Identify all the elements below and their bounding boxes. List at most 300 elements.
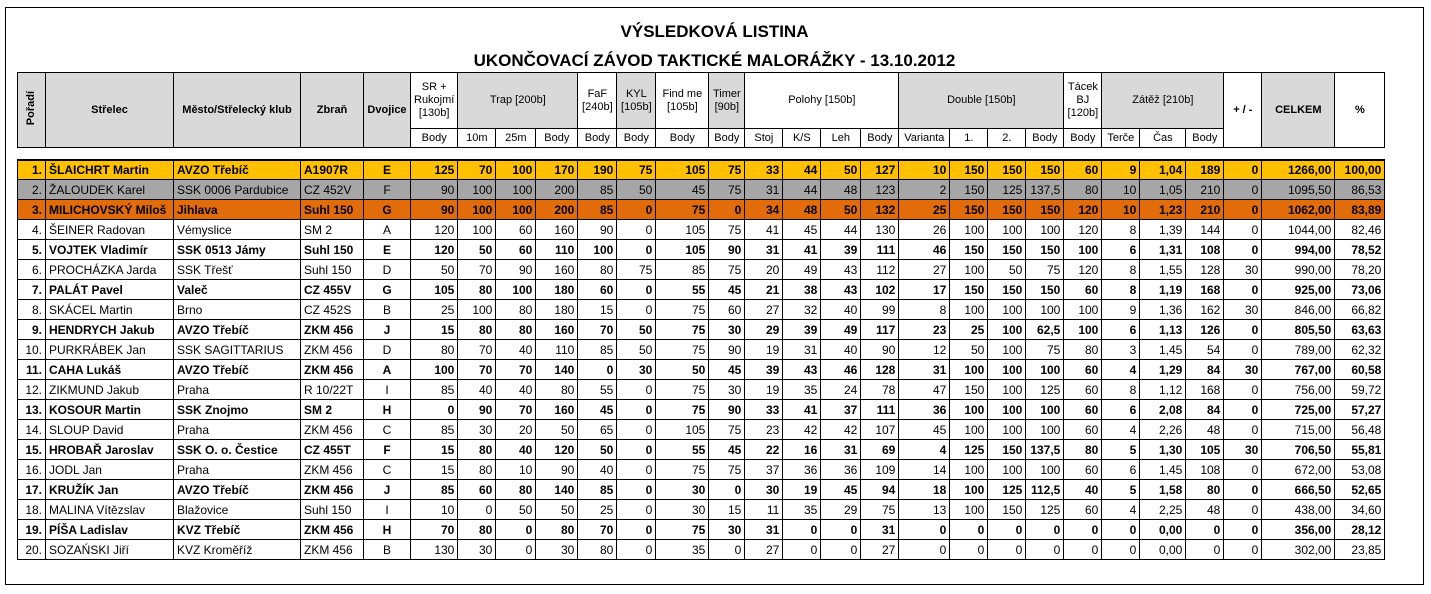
score-cell: 150	[950, 180, 988, 200]
score-cell: 19	[745, 340, 783, 360]
table-row	[18, 200, 1385, 220]
score-cell: 39	[821, 240, 861, 260]
score-cell: 160	[536, 260, 578, 280]
score-cell: 0	[1224, 160, 1262, 180]
score-cell: 6	[1102, 240, 1140, 260]
score-cell: 66,82	[1335, 300, 1385, 320]
score-cell: 70	[411, 520, 458, 540]
score-cell: 80	[411, 340, 458, 360]
score-cell: 75	[1026, 260, 1064, 280]
score-cell: 150	[950, 240, 988, 260]
score-cell: 0	[1064, 520, 1102, 540]
score-cell: 21	[745, 280, 783, 300]
club-cell: AVZO Třebíč	[174, 480, 301, 500]
score-cell: 4	[1102, 420, 1140, 440]
score-cell: 105	[656, 240, 709, 260]
score-cell: 70	[578, 320, 617, 340]
score-cell: 1,05	[1140, 180, 1186, 200]
score-cell: 75	[709, 260, 745, 280]
score-cell: 8	[1102, 220, 1140, 240]
score-cell: 41	[783, 400, 821, 420]
score-cell: 1266,00	[1262, 160, 1335, 180]
score-cell: 43	[821, 280, 861, 300]
score-cell: 41	[783, 240, 821, 260]
score-cell: 31	[745, 180, 783, 200]
score-cell: 63,63	[1335, 320, 1385, 340]
score-cell: 19	[745, 380, 783, 400]
shooter-name-cell: ŠLAICHRT Martin	[46, 160, 174, 180]
score-cell: 5	[1102, 440, 1140, 460]
score-cell: 100	[1064, 320, 1102, 340]
score-cell: 1,55	[1140, 260, 1186, 280]
shooter-name-cell: HENDRYCH Jakub	[46, 320, 174, 340]
score-cell: 100	[988, 360, 1026, 380]
col-polohy: Polohy [150b]	[745, 73, 899, 129]
score-cell: 100	[578, 240, 617, 260]
score-cell: 30	[458, 540, 496, 560]
shooter-name-cell: KOSOUR Martin	[46, 400, 174, 420]
score-cell: 50	[458, 240, 496, 260]
score-cell: 190	[578, 160, 617, 180]
score-cell: 100	[458, 300, 496, 320]
score-cell: 25	[899, 200, 950, 220]
rank-cell: 17.	[18, 480, 46, 500]
score-cell: 4	[1102, 360, 1140, 380]
score-cell: 137,5	[1026, 440, 1064, 460]
score-cell: 48	[783, 200, 821, 220]
score-cell: 100	[950, 220, 988, 240]
score-cell: 75	[656, 300, 709, 320]
pair-cell: C	[364, 460, 411, 480]
shooter-name-cell: SLOUP David	[46, 420, 174, 440]
score-cell: 70	[458, 260, 496, 280]
score-cell: 767,00	[1262, 360, 1335, 380]
score-cell: 80	[1064, 180, 1102, 200]
score-cell: 85	[411, 380, 458, 400]
rank-cell: 15.	[18, 440, 46, 460]
score-cell: 48	[1186, 420, 1224, 440]
score-cell: 123	[861, 180, 899, 200]
score-cell: 85	[656, 260, 709, 280]
col-trap: Trap [200b]	[458, 73, 578, 129]
score-cell: 210	[1186, 200, 1224, 220]
score-cell: 130	[411, 540, 458, 560]
score-cell: 105	[656, 160, 709, 180]
table-row	[18, 540, 1385, 560]
score-cell: 150	[1026, 280, 1064, 300]
rank-cell: 12.	[18, 380, 46, 400]
score-cell: 75	[1026, 340, 1064, 360]
shooter-name-cell: PALÁT Pavel	[46, 280, 174, 300]
score-cell: 10	[411, 500, 458, 520]
score-cell: 75	[656, 200, 709, 220]
score-cell: 1,45	[1140, 460, 1186, 480]
pair-cell: H	[364, 520, 411, 540]
score-cell: 125	[950, 440, 988, 460]
score-cell: 100	[988, 320, 1026, 340]
score-cell: 86,53	[1335, 180, 1385, 200]
score-cell: 75	[656, 340, 709, 360]
score-cell: 715,00	[1262, 420, 1335, 440]
score-cell: 666,50	[1262, 480, 1335, 500]
score-cell: 0	[1224, 340, 1262, 360]
subheader-cell: Body	[709, 129, 745, 148]
shooter-name-cell: SKÁCEL Martin	[46, 300, 174, 320]
score-cell: 59,72	[1335, 380, 1385, 400]
score-cell: 990,00	[1262, 260, 1335, 280]
score-cell: 200	[536, 180, 578, 200]
score-cell: 90	[458, 400, 496, 420]
pair-cell: B	[364, 300, 411, 320]
club-cell: AVZO Třebíč	[174, 320, 301, 340]
score-cell: 0	[617, 500, 656, 520]
shooter-name-cell: MALINA Vítězslav	[46, 500, 174, 520]
score-cell: 150	[950, 280, 988, 300]
score-cell: 31	[821, 440, 861, 460]
score-cell: 50	[536, 500, 578, 520]
score-cell: 35	[656, 540, 709, 560]
score-cell: 84	[1186, 400, 1224, 420]
score-cell: 109	[861, 460, 899, 480]
score-cell: 0	[821, 540, 861, 560]
score-cell: 725,00	[1262, 400, 1335, 420]
rank-cell: 16.	[18, 460, 46, 480]
score-cell: 0	[617, 420, 656, 440]
score-cell: 356,00	[1262, 520, 1335, 540]
score-cell: 99	[861, 300, 899, 320]
score-cell: 80	[458, 440, 496, 460]
club-cell: Blažovice	[174, 500, 301, 520]
score-cell: 30	[536, 540, 578, 560]
score-cell: 40	[821, 340, 861, 360]
col-findme: Find me [105b]	[656, 73, 709, 129]
club-cell: AVZO Třebíč	[174, 160, 301, 180]
score-cell: 100	[458, 220, 496, 240]
score-cell: 84	[1186, 360, 1224, 380]
table-row	[18, 260, 1385, 280]
table-row	[18, 180, 1385, 200]
score-cell: 0	[709, 540, 745, 560]
score-cell: 0	[617, 240, 656, 260]
score-cell: 100	[988, 420, 1026, 440]
score-cell: 120	[411, 220, 458, 240]
subheader-cell: Body	[1064, 129, 1102, 148]
score-cell: 14	[899, 460, 950, 480]
score-cell: 0	[899, 540, 950, 560]
score-cell: 100	[988, 220, 1026, 240]
score-cell: 80	[578, 540, 617, 560]
score-cell: 168	[1186, 280, 1224, 300]
score-cell: 110	[536, 240, 578, 260]
score-cell: 125	[988, 480, 1026, 500]
score-cell: 90	[536, 460, 578, 480]
score-cell: 50	[578, 440, 617, 460]
score-cell: 20	[496, 420, 536, 440]
score-cell: 1095,50	[1262, 180, 1335, 200]
score-cell: 111	[861, 240, 899, 260]
score-cell: 805,50	[1262, 320, 1335, 340]
col-sr: SR + Rukojmí [130b]	[411, 73, 458, 129]
score-cell: 27	[745, 540, 783, 560]
table-row	[18, 520, 1385, 540]
score-cell: 15	[578, 300, 617, 320]
score-cell: 80	[1064, 340, 1102, 360]
subheader-cell: 2.	[988, 129, 1026, 148]
score-cell: 100	[1026, 300, 1064, 320]
score-cell: 100	[458, 180, 496, 200]
score-cell: 0	[709, 200, 745, 220]
col-tacek: Tácek BJ [120b]	[1064, 73, 1102, 129]
score-cell: 137,5	[1026, 180, 1064, 200]
score-cell: 75	[656, 520, 709, 540]
score-cell: 70	[496, 400, 536, 420]
score-cell: 130	[861, 220, 899, 240]
score-cell: 30	[1224, 360, 1262, 380]
col-kyl: KYL [105b]	[617, 73, 656, 129]
pair-cell: A	[364, 360, 411, 380]
score-cell: 31	[745, 240, 783, 260]
score-cell: 12	[899, 340, 950, 360]
score-cell: 0	[1224, 380, 1262, 400]
score-cell: 60	[1064, 380, 1102, 400]
subheader-cell: Body	[1186, 129, 1224, 148]
score-cell: 0	[783, 520, 821, 540]
rank-cell: 9.	[18, 320, 46, 340]
score-cell: 120	[1064, 220, 1102, 240]
score-cell: 26	[899, 220, 950, 240]
table-row	[18, 360, 1385, 380]
score-cell: 55	[578, 380, 617, 400]
score-cell: 30	[709, 520, 745, 540]
score-cell: 37	[745, 460, 783, 480]
club-cell: SSK 0006 Pardubice	[174, 180, 301, 200]
score-cell: 53,08	[1335, 460, 1385, 480]
score-cell: 10	[1102, 200, 1140, 220]
score-cell: 60	[458, 480, 496, 500]
score-cell: 90	[496, 260, 536, 280]
score-cell: 78,52	[1335, 240, 1385, 260]
pair-cell: B	[364, 540, 411, 560]
score-cell: 36	[821, 460, 861, 480]
score-cell: 0	[617, 520, 656, 540]
score-cell: 80	[1186, 480, 1224, 500]
shooter-name-cell: ŽALOUDEK Karel	[46, 180, 174, 200]
score-cell: 140	[536, 480, 578, 500]
score-cell: 60	[496, 220, 536, 240]
score-cell: 128	[1186, 260, 1224, 280]
score-cell: 2,25	[1140, 500, 1186, 520]
score-cell: 0	[496, 520, 536, 540]
score-cell: 50	[536, 420, 578, 440]
table-row	[18, 240, 1385, 260]
score-cell: 55	[656, 280, 709, 300]
score-cell: 10	[1102, 180, 1140, 200]
score-cell: 0	[1224, 220, 1262, 240]
score-cell: 117	[861, 320, 899, 340]
score-cell: 120	[411, 240, 458, 260]
score-cell: 75	[617, 260, 656, 280]
score-cell: 35	[783, 500, 821, 520]
score-cell: 20	[745, 260, 783, 280]
subheader-cell: Body	[1026, 129, 1064, 148]
score-cell: 160	[536, 320, 578, 340]
subheader-cell: Leh	[821, 129, 861, 148]
score-cell: 13	[899, 500, 950, 520]
score-cell: 90	[578, 220, 617, 240]
score-cell: 50	[821, 200, 861, 220]
score-cell: 0	[1224, 480, 1262, 500]
score-cell: 60	[1064, 500, 1102, 520]
score-cell: 1,23	[1140, 200, 1186, 220]
club-cell: Valeč	[174, 280, 301, 300]
weapon-cell: ZKM 456	[301, 360, 364, 380]
score-cell: 50	[617, 180, 656, 200]
table-row	[18, 440, 1385, 460]
score-cell: 302,00	[1262, 540, 1335, 560]
score-cell: 70	[458, 360, 496, 380]
score-cell: 0	[1102, 520, 1140, 540]
table-row	[18, 160, 1385, 180]
table-row	[18, 420, 1385, 440]
score-cell: 75	[656, 400, 709, 420]
shooter-name-cell: HROBAŘ Jaroslav	[46, 440, 174, 460]
score-cell: 0	[617, 440, 656, 460]
rank-cell: 6.	[18, 260, 46, 280]
score-cell: 27	[861, 540, 899, 560]
weapon-cell: A1907R	[301, 160, 364, 180]
score-cell: 100	[988, 400, 1026, 420]
score-cell: 0	[1224, 420, 1262, 440]
score-cell: 80	[458, 320, 496, 340]
score-cell: 1,58	[1140, 480, 1186, 500]
score-cell: 75	[656, 380, 709, 400]
score-cell: 150	[1026, 240, 1064, 260]
score-cell: 0	[617, 200, 656, 220]
score-cell: 100	[1026, 360, 1064, 380]
score-cell: 30	[458, 420, 496, 440]
score-cell: 0	[578, 360, 617, 380]
table-row	[18, 320, 1385, 340]
results-body	[18, 148, 1385, 560]
score-cell: 23	[899, 320, 950, 340]
shooter-name-cell: SOZAŃSKI Jiří	[46, 540, 174, 560]
shooter-name-cell: ŠEINER Radovan	[46, 220, 174, 240]
score-cell: 85	[578, 480, 617, 500]
score-cell: 0	[411, 400, 458, 420]
rank-cell: 20.	[18, 540, 46, 560]
score-cell: 2,08	[1140, 400, 1186, 420]
score-cell: 15	[411, 320, 458, 340]
score-cell: 108	[1186, 460, 1224, 480]
rank-cell: 18.	[18, 500, 46, 520]
score-cell: 45	[709, 280, 745, 300]
score-cell: 90	[709, 400, 745, 420]
table-row	[18, 460, 1385, 480]
score-cell: 100	[496, 160, 536, 180]
col-timer: Timer [90b]	[709, 73, 745, 129]
score-cell: 50	[617, 340, 656, 360]
score-cell: 33	[745, 160, 783, 180]
score-cell: 0	[1224, 240, 1262, 260]
score-cell: 0	[617, 380, 656, 400]
score-cell: 44	[783, 160, 821, 180]
club-cell: Jihlava	[174, 200, 301, 220]
score-cell: 40	[496, 340, 536, 360]
score-cell: 110	[536, 340, 578, 360]
score-cell: 31	[783, 340, 821, 360]
score-cell: 100	[988, 380, 1026, 400]
score-cell: 39	[745, 360, 783, 380]
score-cell: 60	[1064, 280, 1102, 300]
score-cell: 170	[536, 160, 578, 180]
score-cell: 706,50	[1262, 440, 1335, 460]
score-cell: 0	[783, 540, 821, 560]
weapon-cell: CZ 452V	[301, 180, 364, 200]
club-cell: SSK 0513 Jámy	[174, 240, 301, 260]
score-cell: 44	[783, 180, 821, 200]
score-cell: 105	[656, 220, 709, 240]
score-cell: 160	[536, 220, 578, 240]
score-cell: 0	[617, 300, 656, 320]
score-cell: 100	[950, 260, 988, 280]
score-cell: 49	[783, 260, 821, 280]
club-cell: SSK Třešť	[174, 260, 301, 280]
score-cell: 1044,00	[1262, 220, 1335, 240]
score-cell: 62,32	[1335, 340, 1385, 360]
score-cell: 120	[536, 440, 578, 460]
score-cell: 100	[950, 360, 988, 380]
score-cell: 112	[861, 260, 899, 280]
score-cell: 80	[578, 260, 617, 280]
score-cell: 0	[496, 540, 536, 560]
score-cell: 50	[496, 500, 536, 520]
col-zbran: Zbraň	[301, 73, 364, 148]
score-cell: 100	[1064, 300, 1102, 320]
shooter-name-cell: PURKRÁBEK Jan	[46, 340, 174, 360]
score-cell: 29	[821, 500, 861, 520]
score-cell: 31	[861, 520, 899, 540]
score-cell: 150	[950, 160, 988, 180]
weapon-cell: SM 2	[301, 220, 364, 240]
score-cell: 0	[1224, 520, 1262, 540]
col-pct: %	[1335, 73, 1385, 148]
score-cell: 80	[1064, 440, 1102, 460]
score-cell: 28,12	[1335, 520, 1385, 540]
score-cell: 144	[1186, 220, 1224, 240]
score-cell: 60	[1064, 160, 1102, 180]
score-cell: 0	[1224, 180, 1262, 200]
score-cell: 0	[1224, 540, 1262, 560]
score-cell: 73,06	[1335, 280, 1385, 300]
score-cell: 0	[458, 500, 496, 520]
score-cell: 125	[1026, 380, 1064, 400]
score-cell: 6	[1102, 460, 1140, 480]
score-cell: 0	[1224, 500, 1262, 520]
weapon-cell: R 10/22T	[301, 380, 364, 400]
weapon-cell: ZKM 456	[301, 540, 364, 560]
score-cell: 40	[821, 300, 861, 320]
score-cell: 120	[1064, 260, 1102, 280]
score-cell: 16	[783, 440, 821, 460]
score-cell: 30	[656, 480, 709, 500]
pair-cell: F	[364, 180, 411, 200]
score-cell: 0	[1224, 400, 1262, 420]
subheader-cell: Varianta	[899, 129, 950, 148]
score-cell: 80	[496, 480, 536, 500]
score-cell: 83,89	[1335, 200, 1385, 220]
rank-cell: 10.	[18, 340, 46, 360]
score-cell: 125	[1026, 500, 1064, 520]
